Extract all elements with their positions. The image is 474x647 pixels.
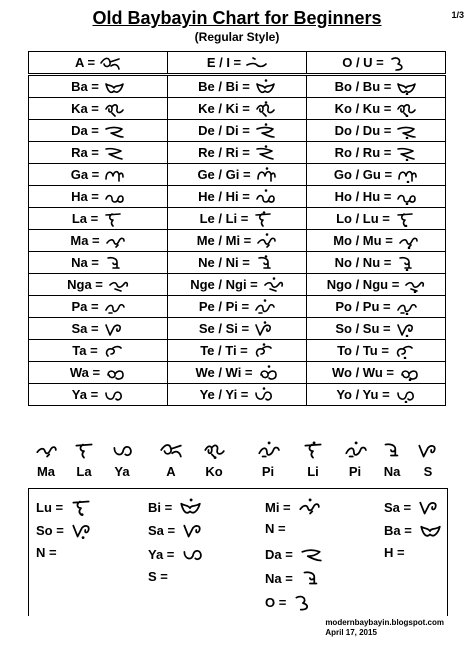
- syllable-label: Ne / Ni =: [198, 255, 250, 270]
- chart-row: [29, 340, 446, 362]
- practice-word: Ma: [36, 464, 56, 479]
- chart-cell: [307, 340, 446, 362]
- chart-cell: [307, 52, 446, 75]
- baybayin-pa-glyph-icon: [395, 299, 417, 315]
- exercise-item: [265, 569, 323, 587]
- chart-cell: [29, 208, 168, 230]
- baybayin-nga-glyph-icon: [107, 277, 129, 293]
- practice-la-glyph-icon: [72, 441, 96, 459]
- practice-word: S: [423, 464, 433, 479]
- chart-row: [29, 230, 446, 252]
- chart-cell: [168, 318, 307, 340]
- exercise-da-glyph-icon: [299, 545, 323, 563]
- syllable-label: Ya =: [71, 387, 99, 402]
- exercise-item: [265, 545, 323, 563]
- exercise-item: [148, 569, 168, 584]
- chart-cell: [307, 120, 446, 142]
- syllable-label: Ye / Yi =: [199, 387, 249, 402]
- chart-cell: [168, 164, 307, 186]
- baybayin-ra-glyph-icon: [103, 145, 125, 161]
- chart-cell: [307, 230, 446, 252]
- syllable-label: Ka =: [71, 101, 99, 116]
- syllable-label: Ba =: [71, 79, 99, 94]
- baybayin-ba-glyph-icon: [395, 79, 417, 95]
- syllable-label: O / U =: [342, 55, 384, 70]
- exercise-label: Na =: [265, 570, 293, 586]
- chart-row: [29, 296, 446, 318]
- chart-row: [29, 208, 446, 230]
- practice-word: La: [76, 464, 92, 479]
- baybayin-ya-glyph-icon: [102, 387, 124, 403]
- baybayin-ka-glyph-icon: [254, 101, 276, 117]
- syllable-label: Nge / Ngi =: [190, 277, 258, 292]
- chart-cell: [307, 208, 446, 230]
- syllable-label: Se / Si =: [198, 321, 250, 336]
- exercise-label: Mi =: [265, 499, 291, 515]
- baybayin-ma-glyph-icon: [255, 233, 277, 249]
- syllable-label: Po / Pu =: [335, 299, 391, 314]
- chart-cell: [168, 75, 307, 98]
- baybayin-ga-glyph-icon: [103, 167, 125, 183]
- exercise-label: Sa =: [148, 522, 176, 538]
- chart-cell: [307, 296, 446, 318]
- exercise-item: [148, 521, 205, 539]
- baybayin-a-glyph-icon: [99, 55, 121, 71]
- syllable-label: No / Nu =: [334, 255, 392, 270]
- exercise-label: O =: [265, 594, 287, 610]
- baybayin-wa-glyph-icon: [104, 365, 126, 381]
- syllable-label: La =: [71, 211, 99, 226]
- baybayin-sa-glyph-icon: [253, 321, 275, 337]
- exercise-label: Sa =: [384, 499, 412, 515]
- baybayin-ha-glyph-icon: [395, 189, 417, 205]
- practice-ya-glyph-icon: [110, 441, 134, 459]
- syllable-label: Na =: [71, 255, 99, 270]
- syllable-label: Ma =: [70, 233, 100, 248]
- chart-cell: [168, 142, 307, 164]
- baybayin-na-glyph-icon: [103, 255, 125, 271]
- baybayin-ma-glyph-icon: [397, 233, 419, 249]
- exercise-label: So =: [36, 522, 64, 538]
- baybayin-pa-glyph-icon: [253, 299, 275, 315]
- syllable-label: Do / Du =: [334, 123, 392, 138]
- exercise-item: [36, 545, 57, 560]
- baybayin-ba-glyph-icon: [103, 79, 125, 95]
- chart-cell: [168, 252, 307, 274]
- syllable-label: Bo / Bu =: [334, 79, 392, 94]
- baybayin-da-glyph-icon: [395, 123, 417, 139]
- syllable-label: Sa =: [71, 321, 99, 336]
- syllable-label: We / Wi =: [195, 365, 253, 380]
- chart-cell: [29, 75, 168, 98]
- syllable-label: Ra =: [71, 145, 99, 160]
- practice-la-glyph-icon: [301, 441, 325, 459]
- baybayin-na-glyph-icon: [254, 255, 276, 271]
- exercise-item: [148, 498, 202, 516]
- chart-row: [29, 52, 446, 75]
- baybayin-ka-glyph-icon: [103, 101, 125, 117]
- practice-word: Na: [383, 464, 401, 479]
- baybayin-ha-glyph-icon: [103, 189, 125, 205]
- page-title: Old Baybayin Chart for Beginners: [92, 8, 382, 28]
- practice-word: Pi: [348, 464, 362, 479]
- exercise-item: [384, 498, 441, 516]
- chart-cell: [307, 362, 446, 384]
- baybayin-ga-glyph-icon: [396, 167, 418, 183]
- baybayin-ta-glyph-icon: [393, 343, 415, 359]
- exercise-item: [36, 521, 94, 539]
- baybayin-ka-glyph-icon: [395, 101, 417, 117]
- practice-word: Li: [307, 464, 319, 479]
- practice-pa-glyph-icon: [256, 441, 280, 459]
- exercise-ba-glyph-icon: [178, 498, 202, 516]
- chart-row: [29, 75, 446, 98]
- syllable-label: Ge / Gi =: [197, 167, 251, 182]
- baybayin-ga-glyph-icon: [255, 167, 277, 183]
- practice-na-glyph-icon: [380, 441, 404, 459]
- chart-cell: [168, 52, 307, 75]
- syllable-label: A =: [74, 55, 96, 70]
- chart-cell: [168, 98, 307, 120]
- chart-cell: [168, 362, 307, 384]
- chart-row: [29, 252, 446, 274]
- exercise-sa-glyph-icon: [70, 521, 94, 539]
- baybayin-na-glyph-icon: [395, 255, 417, 271]
- exercise-label: H =: [384, 545, 405, 560]
- chart-cell: [29, 164, 168, 186]
- syllable-label: He / Hi =: [198, 189, 250, 204]
- practice-sa-glyph-icon: [416, 441, 440, 459]
- syllable-label: Yo / Yu =: [336, 387, 390, 402]
- practice-ka-glyph-icon: [202, 441, 226, 459]
- syllable-label: Ngo / Ngu =: [326, 277, 400, 292]
- footer-date: April 17, 2015: [325, 628, 377, 637]
- baybayin-ta-glyph-icon: [252, 343, 274, 359]
- chart-cell: [29, 340, 168, 362]
- practice-word: A: [166, 464, 176, 479]
- syllable-label: Ro / Ru =: [334, 145, 392, 160]
- baybayin-la-glyph-icon: [252, 211, 274, 227]
- exercise-item: [265, 498, 321, 516]
- chart-cell: [307, 164, 446, 186]
- chart-cell: [29, 142, 168, 164]
- chart-cell: [307, 75, 446, 98]
- exercise-label: S =: [148, 569, 168, 584]
- baybayin-da-glyph-icon: [254, 123, 276, 139]
- chart-cell: [307, 186, 446, 208]
- chart-cell: [307, 142, 446, 164]
- chart-row: [29, 142, 446, 164]
- exercise-item: [265, 593, 316, 611]
- chart-cell: [168, 230, 307, 252]
- exercise-na-glyph-icon: [299, 569, 323, 587]
- syllable-label: Go / Gu =: [333, 167, 393, 182]
- chart-cell: [307, 384, 446, 406]
- baybayin-ya-glyph-icon: [394, 387, 416, 403]
- syllable-label: Ke / Ki =: [198, 101, 250, 116]
- chart-cell: [168, 384, 307, 406]
- chart-cell: [29, 230, 168, 252]
- syllable-label: Re / Ri =: [198, 145, 250, 160]
- baybayin-ou-glyph-icon: [388, 55, 410, 71]
- baybayin-chart-table: [28, 51, 446, 406]
- chart-cell: [168, 296, 307, 318]
- baybayin-la-glyph-icon: [394, 211, 416, 227]
- syllable-label: Ha =: [71, 189, 99, 204]
- baybayin-sa-glyph-icon: [103, 321, 125, 337]
- syllable-label: Be / Bi =: [198, 79, 250, 94]
- syllable-label: Ko / Ku =: [334, 101, 392, 116]
- baybayin-ei-glyph-icon: [245, 55, 267, 71]
- syllable-label: E / I =: [206, 55, 242, 70]
- chart-row: [29, 274, 446, 296]
- chart-row: [29, 186, 446, 208]
- baybayin-nga-glyph-icon: [262, 277, 284, 293]
- baybayin-ta-glyph-icon: [102, 343, 124, 359]
- chart-row: [29, 164, 446, 186]
- exercise-label: Da =: [265, 546, 293, 562]
- syllable-label: Me / Mi =: [196, 233, 252, 248]
- chart-cell: [168, 340, 307, 362]
- syllable-label: Da =: [71, 123, 99, 138]
- footer-site: modernbaybayin.blogspot.com: [325, 618, 444, 627]
- page-subtitle: (Regular Style): [194, 30, 280, 44]
- syllable-label: Ta =: [72, 343, 98, 358]
- chart-cell: [168, 186, 307, 208]
- syllable-label: De / Di =: [198, 123, 250, 138]
- chart-cell: [29, 186, 168, 208]
- chart-cell: [168, 120, 307, 142]
- baybayin-ha-glyph-icon: [254, 189, 276, 205]
- baybayin-nga-glyph-icon: [403, 277, 425, 293]
- exercise-item: [36, 498, 93, 516]
- chart-cell: [307, 274, 446, 296]
- chart-cell: [168, 208, 307, 230]
- baybayin-pa-glyph-icon: [103, 299, 125, 315]
- baybayin-ya-glyph-icon: [252, 387, 274, 403]
- chart-cell: [29, 98, 168, 120]
- exercise-label: Bi =: [148, 499, 173, 515]
- exercise-item: [148, 545, 204, 563]
- baybayin-ra-glyph-icon: [395, 145, 417, 161]
- practice-word: Ko: [205, 464, 223, 479]
- chart-cell: [29, 52, 168, 75]
- exercise-label: Ba =: [384, 522, 412, 538]
- chart-cell: [29, 384, 168, 406]
- exercise-item: [265, 521, 286, 536]
- syllable-label: Pe / Pi =: [198, 299, 250, 314]
- exercise-ba-glyph-icon: [418, 521, 442, 539]
- chart-cell: [307, 98, 446, 120]
- syllable-label: Ho / Hu =: [334, 189, 392, 204]
- practice-pa-glyph-icon: [343, 441, 367, 459]
- baybayin-ra-glyph-icon: [254, 145, 276, 161]
- chart-row: [29, 120, 446, 142]
- syllable-label: Wa =: [69, 365, 101, 380]
- baybayin-da-glyph-icon: [103, 123, 125, 139]
- baybayin-la-glyph-icon: [102, 211, 124, 227]
- exercise-ou-glyph-icon: [292, 593, 316, 611]
- practice-ma-glyph-icon: [34, 441, 58, 459]
- exercise-label: Lu =: [36, 499, 64, 515]
- baybayin-sa-glyph-icon: [395, 321, 417, 337]
- syllable-label: Lo / Lu =: [336, 211, 390, 226]
- practice-a-glyph-icon: [159, 441, 183, 459]
- exercise-sa-glyph-icon: [417, 498, 441, 516]
- chart-row: [29, 98, 446, 120]
- syllable-label: Pa =: [71, 299, 99, 314]
- exercise-label: Ya =: [148, 546, 175, 562]
- exercise-item: [384, 545, 405, 560]
- chart-cell: [307, 318, 446, 340]
- syllable-label: Le / Li =: [199, 211, 249, 226]
- exercise-label: N =: [265, 521, 286, 536]
- chart-row: [29, 318, 446, 340]
- syllable-label: To / Tu =: [337, 343, 389, 358]
- chart-cell: [29, 362, 168, 384]
- chart-cell: [29, 120, 168, 142]
- footer: [325, 618, 444, 638]
- syllable-label: So / Su =: [335, 321, 391, 336]
- syllable-label: Wo / Wu =: [332, 365, 394, 380]
- syllable-label: Te / Ti =: [200, 343, 248, 358]
- baybayin-ba-glyph-icon: [254, 79, 276, 95]
- chart-cell: [29, 252, 168, 274]
- chart-row: [29, 362, 446, 384]
- syllable-label: Ga =: [70, 167, 100, 182]
- baybayin-ma-glyph-icon: [104, 233, 126, 249]
- exercise-sa-glyph-icon: [181, 521, 205, 539]
- page-number: 1/3: [451, 10, 464, 20]
- chart-cell: [29, 318, 168, 340]
- exercise-ya-glyph-icon: [180, 545, 204, 563]
- baybayin-wa-glyph-icon: [257, 365, 279, 381]
- chart-cell: [29, 274, 168, 296]
- syllable-label: Mo / Mu =: [333, 233, 393, 248]
- chart-cell: [168, 274, 307, 296]
- practice-word: Ya: [114, 464, 130, 479]
- exercise-ma-glyph-icon: [297, 498, 321, 516]
- exercise-item: [384, 521, 442, 539]
- chart-cell: [307, 252, 446, 274]
- exercise-label: N =: [36, 545, 57, 560]
- baybayin-wa-glyph-icon: [398, 365, 420, 381]
- practice-word: Pi: [261, 464, 275, 479]
- exercise-la-glyph-icon: [69, 498, 93, 516]
- chart-row: [29, 384, 446, 406]
- syllable-label: Nga =: [67, 277, 103, 292]
- chart-cell: [29, 296, 168, 318]
